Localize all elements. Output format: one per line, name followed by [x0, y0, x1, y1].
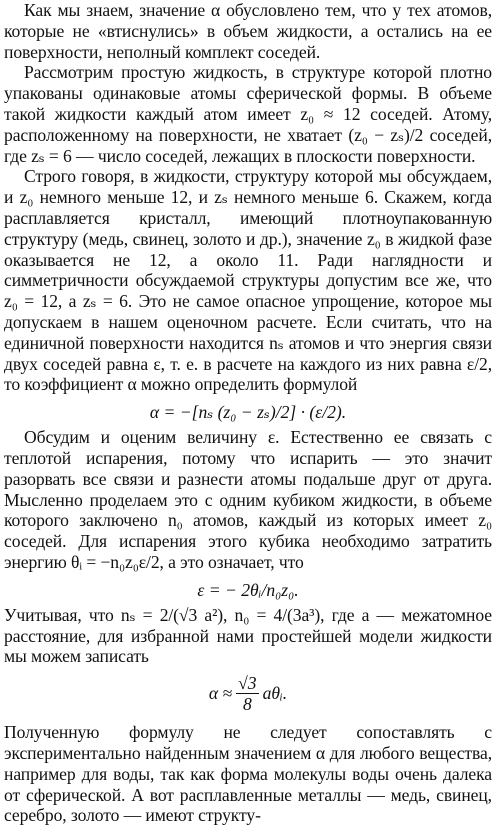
formula-rhs: aθᵢ. [262, 683, 288, 704]
formula-fraction [236, 673, 258, 714]
formula-alpha-approx [4, 673, 492, 714]
fraction-denominator: 8 [242, 694, 252, 715]
paragraph-6: Полученную формулу не следует сопоставлять с экспериментально найденным значением α для любого вещества, например для воды, так как форма молекулы воды очень далека от сферической. А вот расплавленные металлы — медь, свинец, серебро, золото — имеют структу- [4, 722, 492, 826]
paragraph-4: Обсудим и оценим величину ε. Естественно ее связать с теплотой испарения, потому что испарить — это значит разорвать все связи и разнести атомы подальше друг от друга. Мысленно проделаем это с одним кубиком жидкости, в объеме которого заключено n₀ атомов, каждый из которых имеет z₀ соседей. Для испарения этого кубика необходимо затратить энергию θᵢ = −n₀z₀ε/2, а это означает, что [4, 427, 492, 572]
paragraph-2: Рассмотрим простую жидкость, в структуре которой плотно упакованы одинаковые атомы сферической формы. В объеме такой жидкости каждый атом имеет z₀ ≈ 12 соседей. Атому, расположенному на поверхности, не хватает (z₀ − zₛ)/2 соседей, где zₛ = 6 — число соседей, лежащих в плоскости поверхности. [4, 62, 492, 166]
formula-lhs: α ≈ [208, 683, 233, 704]
paragraph-1: Как мы знаем, значение α обусловлено тем, что у тех атомов, которые не «втиснулись» в объем жидкости, а остались на ее поверхности, неполный комплект соседей. [4, 0, 492, 62]
fraction-numerator: √3 [238, 673, 257, 694]
formula-epsilon: ε = − 2θᵢ/n₀z₀. [197, 579, 299, 600]
paragraph-3: Строго говоря, в жидкости, структуру которой мы обсуждаем, и z₀ немного меньше 12, и zₛ немного меньше 6. Скажем, когда расплавляется кристалл, имеющий плотноупакованную структуру (медь, свинец, золото и др.), значение z₀ в жидкой фазе оказывается не 12, а около 11. Ради наглядности и симметричности обсуждаемой структуры допустим все же, что z₀ = 12, а zₛ = 6. Это не самое опасное упрощение, которое мы допускаем в нашем оценочном расчете. Если считать, что на единичной поверхности находится nₛ атомов и что энергия связи двух соседей равна ε, т. е. в расчете на каждого из них равна ε/2, то коэффициент α можно определить формулой [4, 166, 492, 395]
formula-alpha-definition: α = −[nₛ (z₀ − zₛ)/2] · (ε/2). [149, 402, 347, 423]
paragraph-5: Учитывая, что nₛ = 2/(√3 a²), n₀ = 4/(3a³), где a — межатомное расстояние, для избранной нами простейшей модели жидкости мы можем записать [4, 604, 492, 667]
